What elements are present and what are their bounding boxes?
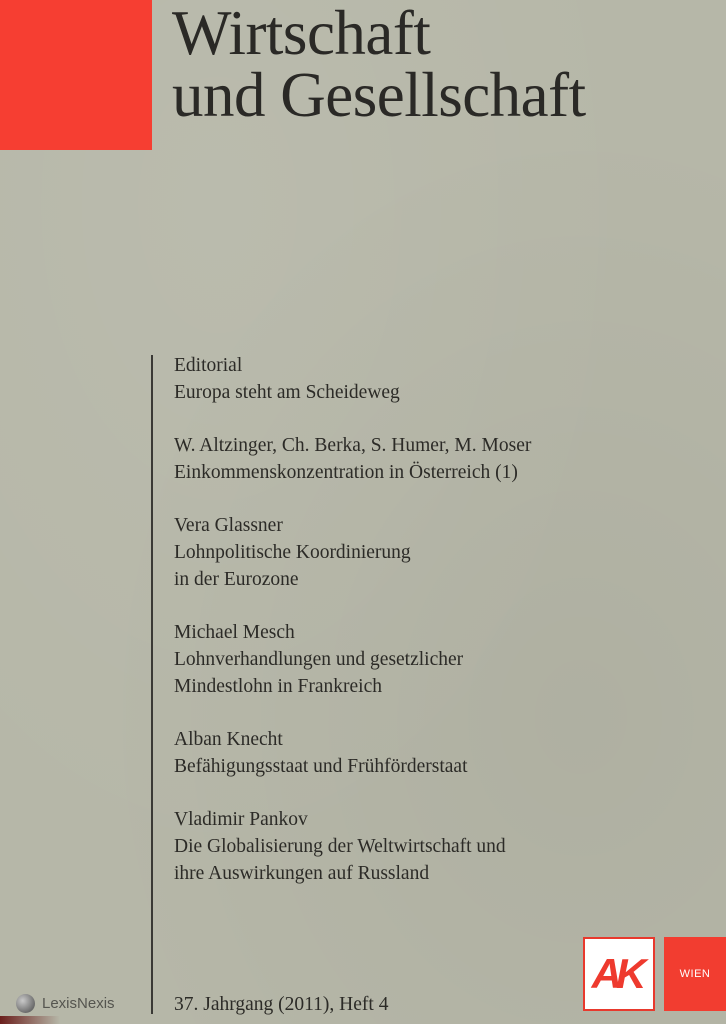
- toc-author: Editorial: [174, 355, 243, 376]
- title-line-1: Wirtschaft: [172, 0, 431, 68]
- toc-author: Vladimir Pankov: [174, 809, 308, 830]
- wien-logo: [664, 937, 726, 1011]
- issue-info: 37. Jahrgang (2011), Heft 4: [174, 994, 389, 1015]
- wien-logo-text: WIEN: [679, 968, 711, 980]
- toc-author: Alban Knecht: [174, 729, 283, 750]
- toc-title: Europa steht am Scheideweg: [174, 382, 400, 403]
- toc-author: Vera Glassner: [174, 515, 283, 536]
- table-of-contents: [174, 352, 531, 913]
- toc-entry: [174, 726, 531, 780]
- ak-logo: [583, 937, 655, 1011]
- journal-title: [172, 0, 586, 130]
- toc-author: Michael Mesch: [174, 622, 295, 643]
- toc-title: Mindestlohn in Frankreich: [174, 676, 382, 697]
- title-line-2: und Gesellschaft: [172, 60, 586, 130]
- toc-title: ihre Auswirkungen auf Russland: [174, 863, 430, 884]
- red-accent-block: [0, 0, 152, 150]
- toc-entry: [174, 432, 531, 486]
- lexisnexis-globe-icon: [16, 994, 35, 1013]
- publisher-name: LexisNexis: [42, 995, 115, 1012]
- toc-entry: [174, 512, 531, 593]
- toc-title: Die Globalisierung der Weltwirtschaft und: [174, 836, 506, 857]
- toc-title: Einkommenskonzentration in Österreich (1): [174, 462, 518, 483]
- toc-entry: [174, 619, 531, 700]
- toc-title: Lohnverhandlungen und gesetzlicher: [174, 649, 464, 670]
- toc-title: Befähigungsstaat und Frühförderstaat: [174, 756, 468, 777]
- vertical-divider: [151, 355, 153, 1014]
- toc-title: Lohnpolitische Koordinierung: [174, 542, 411, 563]
- toc-entry: [174, 352, 531, 406]
- ak-logo-text: AK: [591, 950, 641, 997]
- scan-edge-shadow: [0, 1016, 60, 1024]
- toc-author: W. Altzinger, Ch. Berka, S. Humer, M. Moser: [174, 435, 532, 456]
- toc-entry: [174, 806, 531, 887]
- publisher-logo: [16, 994, 115, 1013]
- toc-title: in der Eurozone: [174, 569, 299, 590]
